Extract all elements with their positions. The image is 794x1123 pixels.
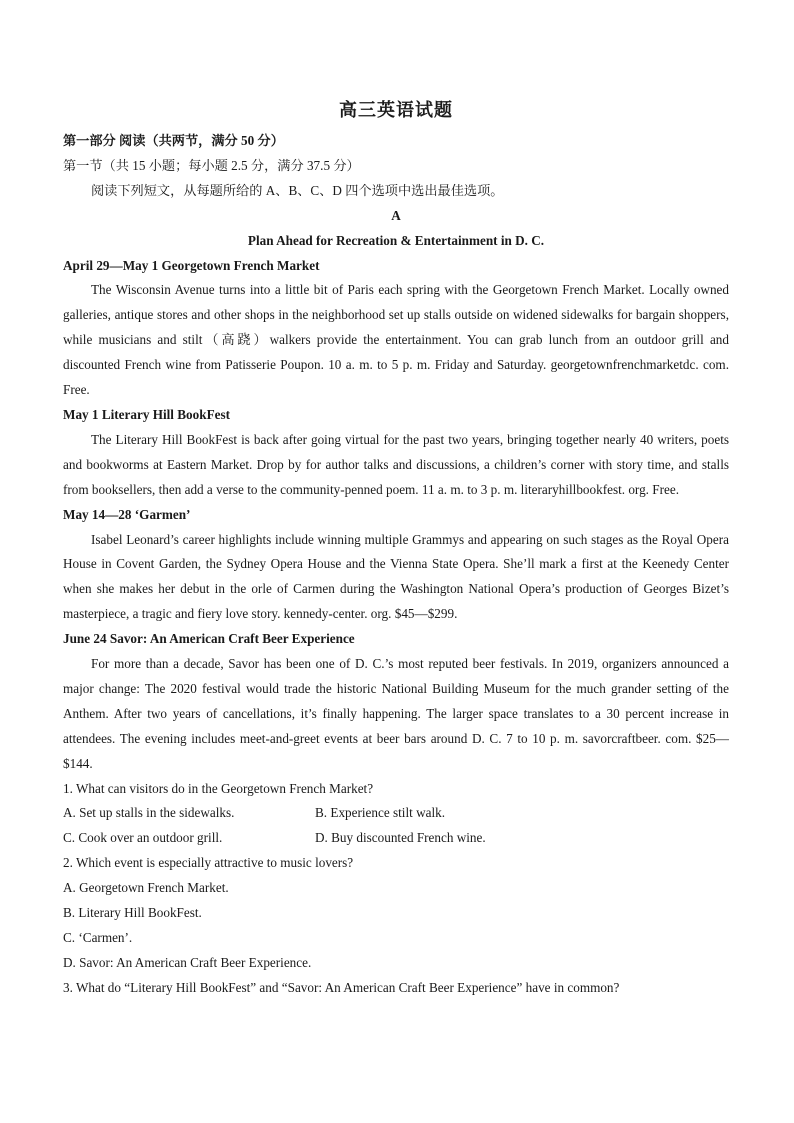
option-c: C. Cook over an outdoor grill. — [63, 830, 223, 846]
option-c: C. ‘Carmen’. — [63, 930, 133, 945]
option-d: D. Savor: An American Craft Beer Experience. — [63, 954, 312, 970]
passage-title: Plan Ahead for Recreation & Entertainment in D. C. — [247, 232, 545, 248]
option-row — [63, 801, 729, 826]
event-text: The Wisconsin Avenue turns into a little bit of Paris each spring with the Georgetown French Market. Locally owned galleries, antique stores and other shops in the neighborhood set up stalls outside on widened sidewalks for bargain shoppers, while musicians and stilt（高跷）walkers provide the entertainment. You can grab lunch from an outdoor grill and discounted French wine from Patisserie Poupon. 10 a. m. to 5 p. m. Friday and Saturday. georgetownfrenchmarketdc. com. Free. — [63, 282, 729, 398]
section-heading: 第一节（共 15 小题；每小题 2.5 分，满分 37.5 分） — [63, 157, 360, 173]
option-d: D. Buy discounted French wine. — [315, 830, 486, 846]
event-text: The Literary Hill BookFest is back after going virtual for the past two years, bringing together nearly 40 writers, poets and bookworms at Eastern Market. Drop by for author talks and discussions, a children’s corner with story time, and stalls from booksellers, then add a verse to the community-penned poem. 11 a. m. to 3 p. m. literaryhillbookfest. org. Free. — [63, 431, 729, 497]
exam-page — [63, 96, 729, 1001]
part-heading: 第一部分 阅读（共两节，满分 50 分） — [63, 133, 284, 148]
option-b: B. Literary Hill BookFest. — [63, 905, 202, 921]
event-heading: May 14—28 ‘Garmen’ — [63, 506, 191, 522]
question-stem: 2. Which event is especially attractive to music lovers? — [63, 855, 354, 871]
event-text: For more than a decade, Savor has been one of D. C.’s most reputed beer festivals. In 2019, organizers announced a major change: The 2020 festival would trade the historic National Building Museum for the much grander setting of the Anthem. After two years of cancellations, it’s finally happening. The larger space translates to a 30 percent increase in attendees. The evening includes meet-and-greet events at beer bars around D. C. 7 to 10 p. m. savorcraftbeer. com. $25—$144. — [63, 656, 729, 771]
question-stem: 1. What can visitors do in the Georgetown French Market? — [63, 780, 374, 796]
event-heading: May 1 Literary Hill BookFest — [63, 406, 231, 422]
question-stem: 3. What do “Literary Hill BookFest” and “Savor: An American Craft Beer Experience” have in common? — [63, 979, 620, 995]
option-a: A. Set up stalls in the sidewalks. — [63, 805, 235, 821]
page-title: 高三英语试题 — [339, 100, 453, 120]
option-b: B. Experience stilt walk. — [315, 805, 446, 821]
passage-letter: A — [391, 207, 401, 223]
event-heading: June 24 Savor: An American Craft Beer Experience — [63, 631, 355, 647]
option-row — [63, 826, 729, 851]
option-a: A. Georgetown French Market. — [63, 880, 229, 896]
instructions: 阅读下列短文，从每题所给的 A、B、C、D 四个选项中选出最佳选项。 — [91, 182, 504, 198]
event-text: Isabel Leonard’s career highlights include winning multiple Grammys and appearing on such stages as the Royal Opera House in Covent Garden, the Sydney Opera House and the Vienna State Opera. She’ll mark a first at the Keenedy Center when she makes her debut in the orle of Carmen during the Washington National Opera’s production of Georges Bizet’s masterpiece, a tragic and fiery love story. kennedy-center. org. $45—$299. — [63, 531, 729, 622]
event-heading: April 29—May 1 Georgetown French Market — [63, 257, 320, 273]
